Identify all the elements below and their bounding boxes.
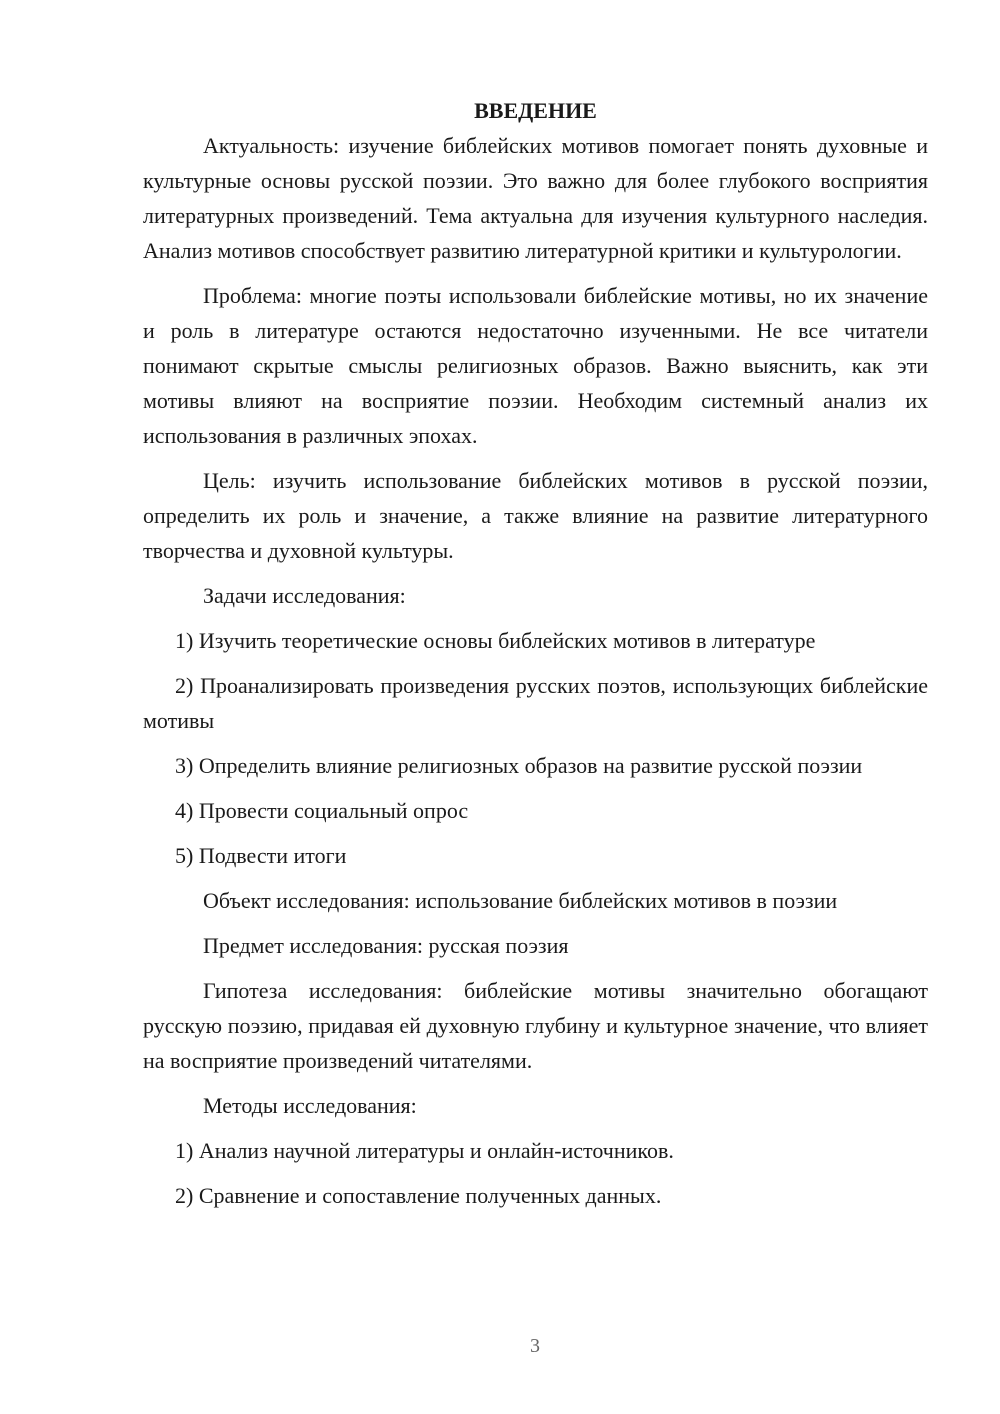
research-object: Объект исследования: использование библейских мотивов в поэзии [203, 888, 838, 913]
page-title: ВВЕДЕНИЕ [474, 98, 597, 123]
method-item: 2) Сравнение и сопоставление полученных данных. [175, 1183, 662, 1208]
task-item: 4) Провести социальный опрос [175, 798, 469, 823]
problem-paragraph: Проблема: многие поэты использовали библейские мотивы, но их значение и роль в литературе остаются недостаточно изученными. Не все читатели понимают скрытые смыслы религиозных образов. Важно выяснить, как эти мотивы влияют на восприятие поэзии. Необходим системный анализ их использования в различных эпохах. [143, 283, 928, 448]
research-subject: Предмет исследования: русская поэзия [203, 933, 569, 958]
hypothesis-paragraph: Гипотеза исследования: библейские мотивы значительно обогащают русскую поэзию, придавая ей духовную глубину и культурное значение, что влияет на восприятие произведений читателями. [143, 978, 928, 1073]
methods-heading: Методы исследования: [203, 1093, 417, 1118]
tasks-heading: Задачи исследования: [203, 583, 406, 608]
task-item: 3) Определить влияние религиозных образов на развитие русской поэзии [175, 753, 863, 778]
page-number: 3 [530, 1335, 540, 1357]
task-item: 1) Изучить теоретические основы библейских мотивов в литературе [175, 628, 816, 653]
method-item: 1) Анализ научной литературы и онлайн-источников. [175, 1138, 674, 1163]
page-content [143, 93, 928, 1223]
goal-paragraph: Цель: изучить использование библейских мотивов в русской поэзии, определить их роль и значение, а также влияние на развитие литературного творчества и духовной культуры. [143, 468, 928, 563]
task-item: 2) Проанализировать произведения русских поэтов, использующих библейские мотивы [143, 673, 928, 733]
task-item: 5) Подвести итоги [175, 843, 347, 868]
relevance-paragraph: Актуальность: изучение библейских мотивов помогает понять духовные и культурные основы русской поэзии. Это важно для более глубокого восприятия литературных произведений. Тема актуальна для изучения культурного наследия. Анализ мотивов способствует развитию литературной критики и культурологии. [143, 133, 928, 263]
